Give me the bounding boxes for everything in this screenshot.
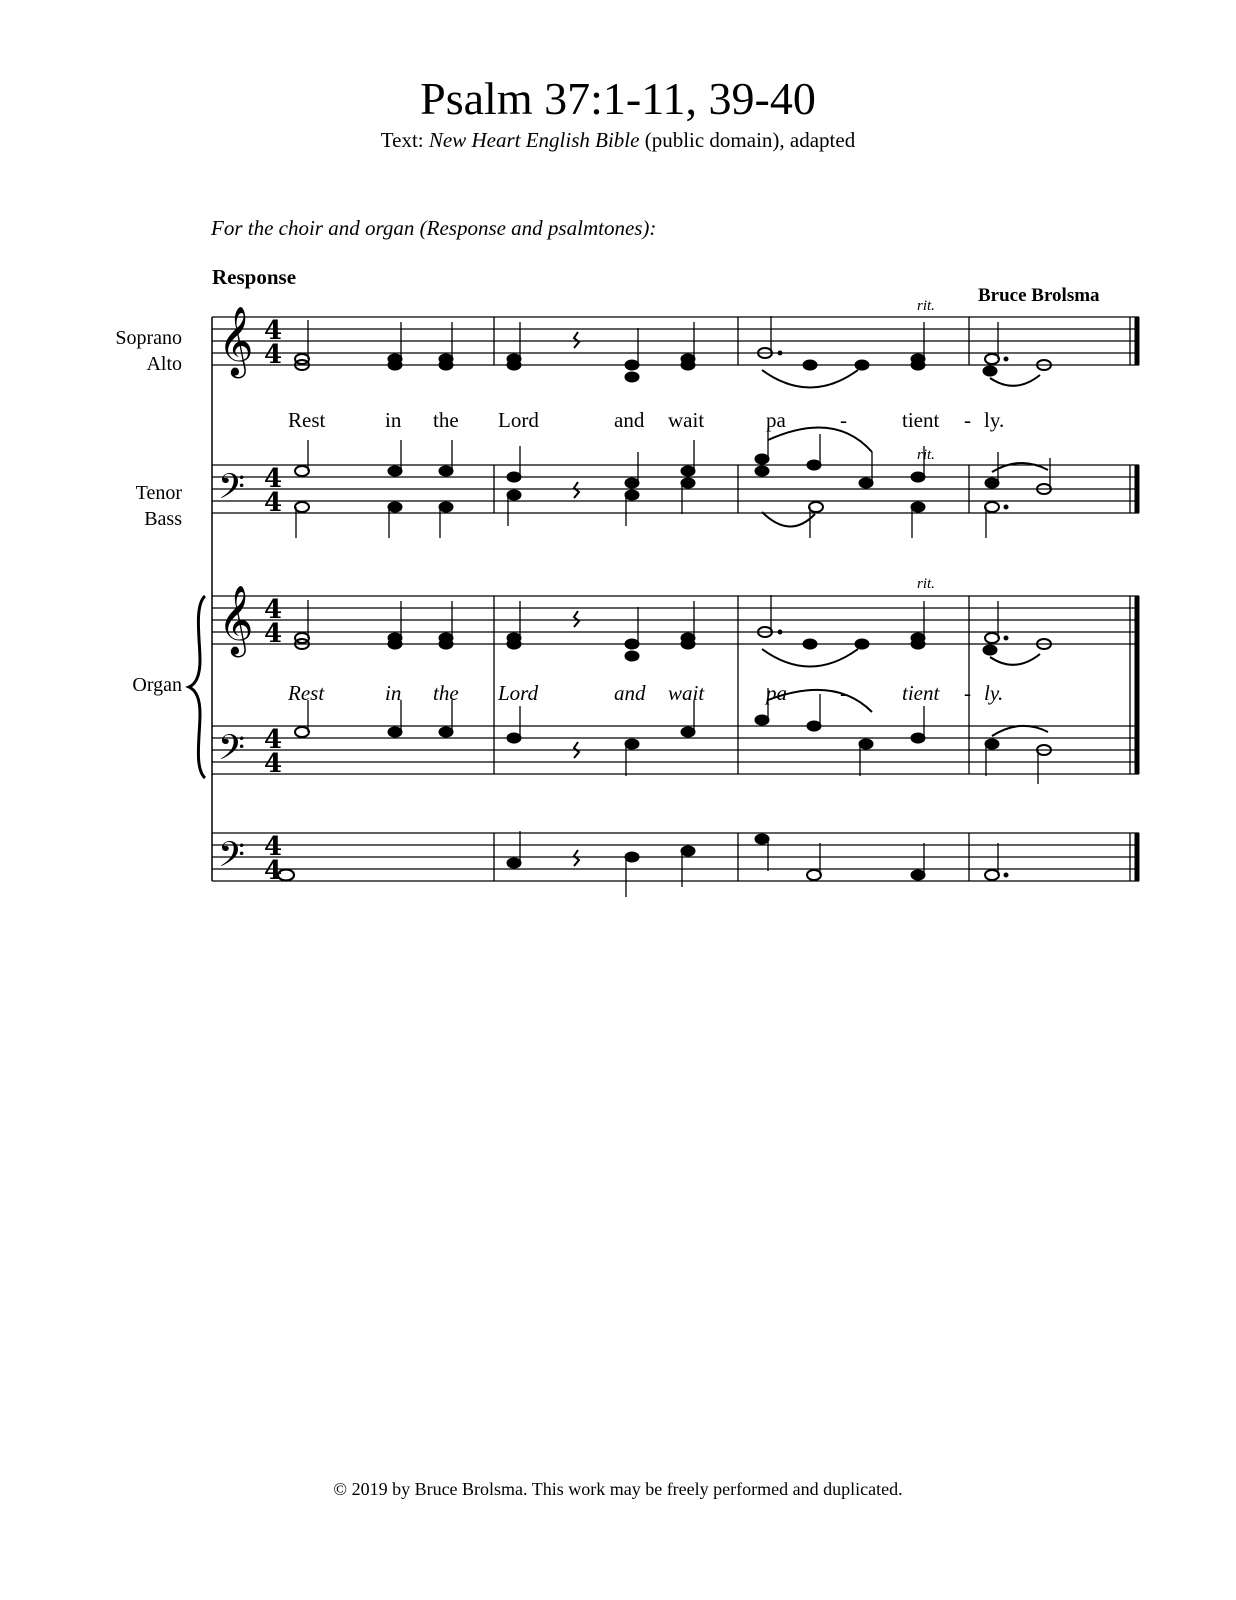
svg-text:4: 4 xyxy=(264,488,283,518)
rit-marking: rit. xyxy=(917,298,935,314)
subtitle-source: New Heart English Bible xyxy=(428,128,640,152)
svg-text:4: 4 xyxy=(264,749,283,779)
svg-text:4: 4 xyxy=(264,316,283,346)
svg-text:4: 4 xyxy=(264,340,283,370)
lyric-syllable: wait xyxy=(668,408,705,432)
svg-text:4: 4 xyxy=(264,832,283,862)
svg-text:4: 4 xyxy=(264,619,283,649)
subtitle-suffix: (public domain), adapted xyxy=(639,128,856,152)
lyric-syllable: Lord xyxy=(498,681,539,705)
bass-clef-icon: 𝄢 xyxy=(218,466,246,515)
lyric-syllable: wait xyxy=(668,681,705,705)
rit-marking: rit. xyxy=(917,576,935,592)
time-signatures xyxy=(264,316,282,886)
organ-left-hand-notes xyxy=(295,688,1051,784)
part-label-soprano: Soprano xyxy=(115,327,182,349)
svg-text:4: 4 xyxy=(264,725,283,755)
lyric-syllable: pa xyxy=(766,408,786,432)
lyric-syllable: ly. xyxy=(984,681,1004,705)
part-label-organ: Organ xyxy=(132,674,182,696)
lyric-syllable: and xyxy=(614,681,646,705)
lyric-hyphen: - xyxy=(840,681,847,705)
composer-name: Bruce Brolsma xyxy=(978,285,1100,306)
lyric-hyphen: - xyxy=(840,408,847,432)
part-label-alto: Alto xyxy=(146,353,182,375)
barlines xyxy=(494,317,1130,881)
lyric-syllable: Rest xyxy=(288,681,325,705)
lyric-syllable: in xyxy=(385,408,402,432)
organ-brace xyxy=(189,596,205,778)
page-title: Psalm 37:1-11, 39-40 xyxy=(420,73,816,124)
lyric-syllable: tient xyxy=(902,408,940,432)
subtitle-prefix: Text: xyxy=(380,128,429,152)
svg-text:4: 4 xyxy=(264,464,283,494)
tenor-bass-notes xyxy=(295,428,1051,539)
svg-text:4: 4 xyxy=(264,856,283,886)
treble-clef-icon: 𝄞 xyxy=(218,585,254,655)
bass-clef-icon: 𝄢 xyxy=(218,834,246,883)
lyric-syllable: pa xyxy=(766,681,787,705)
lyric-syllable: Lord xyxy=(498,408,539,432)
svg-text:4: 4 xyxy=(264,595,283,625)
lyric-syllable: in xyxy=(385,681,402,705)
lyric-syllable: ly. xyxy=(984,408,1005,432)
organ-treble-notes xyxy=(295,595,1051,667)
part-label-tenor: Tenor xyxy=(135,482,182,504)
staff-lines xyxy=(212,317,1139,881)
lyric-hyphen: - xyxy=(964,408,971,432)
copyright-footer: © 2019 by Bruce Brolsma. This work may be freely performed and duplicated. xyxy=(333,1479,903,1499)
bass-clef-icon: 𝄢 xyxy=(218,727,246,776)
treble-clef-icon: 𝄞 xyxy=(218,306,254,376)
organ-pedal-notes xyxy=(278,831,1008,897)
part-label-bass: Bass xyxy=(144,508,182,530)
rit-marking: rit. xyxy=(917,447,935,463)
lyric-hyphen: - xyxy=(964,681,971,705)
lyric-syllable: the xyxy=(433,408,459,432)
soprano-alto-notes xyxy=(295,316,1051,388)
lyric-syllable: tient xyxy=(902,681,940,705)
performance-instructions: For the choir and organ (Response and psalmtones): xyxy=(211,216,657,240)
lyric-syllable: Rest xyxy=(288,408,326,432)
lyric-syllable: and xyxy=(614,408,645,432)
section-label: Response xyxy=(212,265,297,289)
lyric-syllable: the xyxy=(433,681,459,705)
